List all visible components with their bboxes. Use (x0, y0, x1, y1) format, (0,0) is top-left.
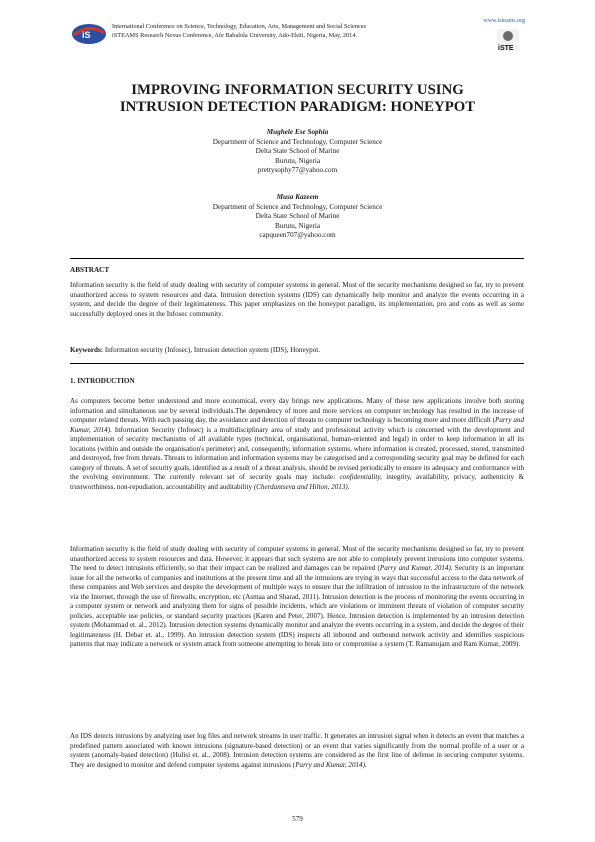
conference-info (112, 22, 366, 40)
author-name: Musa Kazeem (276, 193, 319, 201)
author-name: Mughele Ese Sophia (266, 128, 329, 136)
isteams-logo (70, 21, 108, 47)
paper-title (0, 82, 595, 116)
conference-header (70, 18, 525, 52)
author-department: Department of Science and Technology, Computer Science (212, 202, 383, 211)
author-city: Burutu, Nigeria (274, 156, 321, 165)
abstract-text: Information security is the field of study dealing with security of computer systems in general. Most of the security mechanisms designed so far, try to prevent unauthorized access to system resources and data. Intrusion detection systems (IDS) can dynamically help monitor and analyze the events occurring in a system, and decide the degree of their legitimateness. This paper emphasizes on the honeypot paradigm, its implementation, pro and cons as well as some successfully deployed ones in the Infosec community. (70, 281, 524, 318)
iste-logo (495, 27, 521, 53)
conference-line-2: iSTEAMS Research Nexus Conference, Afe Babalola University, Ado-Ekiti, Nigeria, May, 2014. (112, 32, 358, 39)
title-line-2: INTRUSION DETECTION PARADIGM: HONEYPOT (119, 99, 476, 115)
abstract-heading: ABSTRACT (70, 266, 110, 274)
author-city: Burutu, Nigeria (274, 221, 321, 230)
intro-paragraph-3: An IDS detects intrusions by analyzing user log files and network streams in user traffic. It generates an intrusion signal when it detects an event that matches a predefined pattern associated with known intrusions (signature-based detection) or an event that varies significantly from the normal profile of a user or a system (anomaly-based detection) (Hulisi et. al., 2008). Intrusion detection systems are considered as the first line of defense in securing computer systems. They are designed to monitor and defend computer systems against intrusions (Parry and Kumar, 2014). (70, 732, 524, 769)
page-number: 579 (292, 815, 303, 823)
title-line-1: IMPROVING INFORMATION SECURITY USING (131, 82, 464, 98)
keywords-text: Information security (Infosec), Intrusion detection system (IDS), Honeypot. (104, 346, 321, 354)
svg-text:iSTE: iSTE (498, 45, 514, 52)
divider (70, 258, 524, 259)
introduction-heading: 1. INTRODUCTION (70, 377, 135, 385)
author-block-1 (0, 128, 595, 176)
intro-paragraph-1: As computers become better understood and more economical, every day brings new applications. Many of these new applications involve both storing information and simultaneous use by several individuals.The dependency of more and more services on computer technology has resulted in the increase of computer related threats. With each passing day, the avoidance and detection of threats to computer technology is becoming more and more difficult (Parry and Kumar, 2014). Information Security (Infosec) is a multidisciplinary area of study and professional activity which is concerned with the development and implementation of security mechanisms of all available types (technical, organisational, human-oriented and legal) in order to keep information in all its locations (within and outside the organisation's perimeter) and, consequently, information systems, where information is created, processed, stored, transmitted and destroyed, free from threats. Threats to information and information systems may be categorised and a corresponding security goal may be defined for each category of threats. A set of security goals, identified as a result of a threat analysis, should be revised periodically to ensure its adequacy and conformance with the evolving environment. The currently relevant set of security goals may include: confidentiality, integrity, availability, privacy, authenticity & trustworthiness, non-repudiation, accountability and auditability (Cherdantseva and Hilton, 2013). (70, 397, 525, 491)
keywords (70, 346, 524, 354)
author-email[interactable]: prettysophy77@yahoo.com (257, 166, 338, 174)
website-link[interactable]: www.isteams.org (483, 18, 525, 24)
author-department: Department of Science and Technology, Computer Science (212, 137, 383, 146)
author-block-2 (0, 193, 595, 241)
author-email[interactable]: capqueen707@yahoo.com (259, 231, 336, 239)
author-school: Delta State School of Marine (255, 212, 340, 220)
author-school: Delta State School of Marine (255, 147, 340, 155)
conference-line-1: International Conference on Science, Technology, Education, Arts, Management and Social Sciences (112, 23, 366, 30)
intro-paragraph-2: Information security is the field of study dealing with security of computer systems in general. Most of the security mechanisms designed so far, try to prevent unauthorized access to system resources and data. However, it appears that such systems are not able to completely prevent intrusions into computer systems. The need to detect intrusions efficiently, so that their impact can be realized and damages can be repaired (Parry and Kumar, 2014). Security is an important issue for all the networks of companies and institutions at the present time and all the intrusions are trying in ways that successful access to the data network of these companies and Web services and despite the development of multiple ways to ensure that the infiltration of intrusion to the infrastructure of the network via the Internet, through the use of firewalls, encryption, etc (Asmaa and Sharad, 2011). Intrusion detection is the process of monitoring the events occurring in a computer system or network and analyzing them for signs of possible incidents, which are violations or imminent threats of violation of computer security policies, acceptable use policies, or standard security practices (Karen and Peter, 2007). Hence, Intrusion detection is implemented by an intrusion detection system (Mohammad et. al., 2012). Intrusion detection systems dynamically monitor and analyze the events occurring in a system, and decide the degree of their legitimateness (H. Debar et. al., 1999). An intrusion detection system (IDS) inspects all inbound and outbound network activity and identifies suspicious patterns that may indicate a network or system attack from someone attempting to break into or compromise a system (T. Ramanujam and Ram Kumar, 2009). (70, 545, 524, 648)
divider (70, 363, 524, 364)
keywords-label: Keywords: (70, 346, 104, 354)
svg-text:iS: iS (82, 30, 91, 40)
